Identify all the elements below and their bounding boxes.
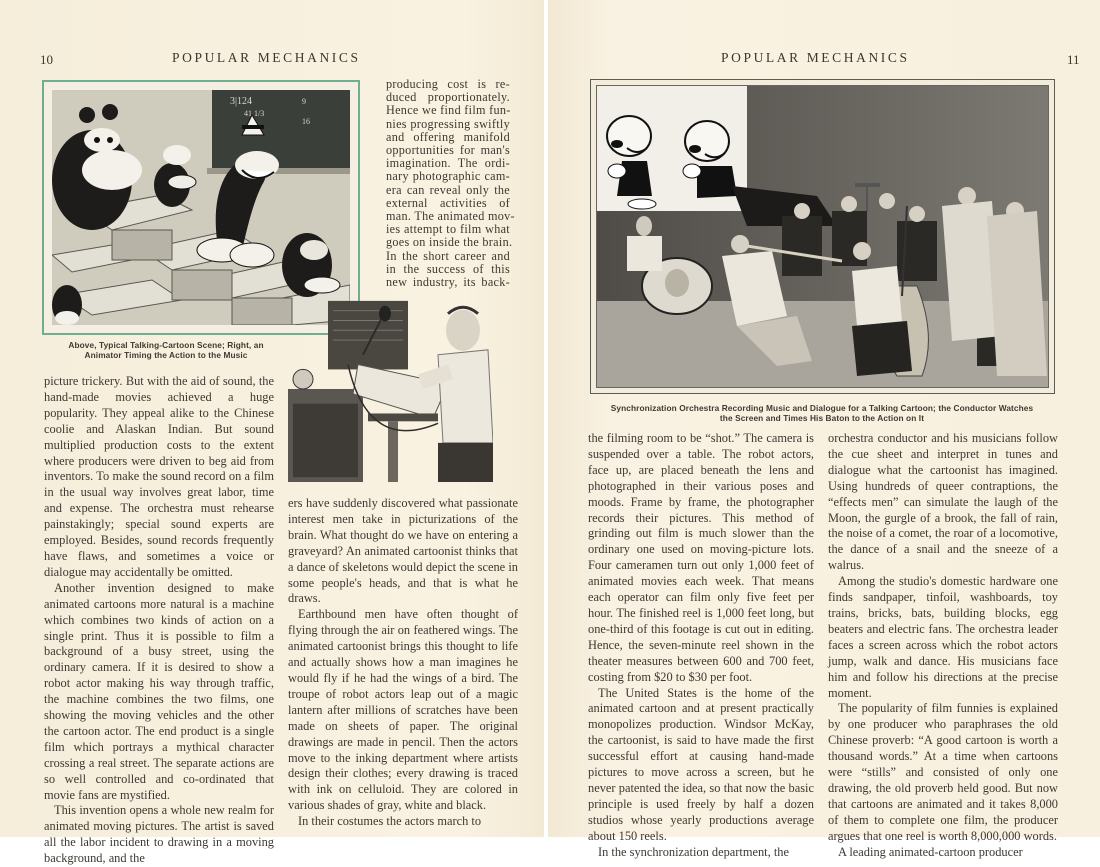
text-column-left-page-right-top: producing cost is re- duced proportionately. Hence we find film fun- nies progressing swiftly and offering manifold opportunities for man's imagination. The ordi- nary photographic cam- era can reveal only the external activities of man. The animated mov- ies attempt to film what goes on inside the brain. In the short career and in the success of this new industry, its back-	[386, 77, 515, 290]
paragraph: This invention opens a whole new realm for animated moving pictures. The artist is saved all the labor incident to drawing in a moving background, and the	[44, 803, 274, 866]
page-number-right: 11	[1067, 52, 1080, 67]
figure-caption-right: Synchronization Orchestra Recording Music and Dialogue for a Talking Cartoon; the Conductor Watches the Screen and Times His Baton to the Action on It	[610, 403, 1034, 423]
left-page	[0, 0, 544, 866]
figure-orchestra-photo	[590, 79, 1055, 394]
text-column-left-page-left	[44, 374, 274, 867]
orchestra-illustration	[597, 86, 1049, 388]
paragraph: Earthbound men have often thought of flying through the air on feathered wings. The animated cartoonist brings this thought to life and actually shows how a man imagines he would fly if he had the wings of a bird. The troupe of robot actors leap out of a magic lantern after millions of scratches have been made on sheets of paper. The original drawings are made in pencil. Then the actors move to the inking department where artists design their clothes; every drawing is traced with ink on celluloid. They are colored in various shades of gray, white and black.	[288, 607, 518, 813]
paragraph: A leading animated-cartoon producer	[838, 844, 1023, 859]
paragraph: Among the studio's domestic hardware one finds sandpaper, tinfoil, washboards, toy trains, bricks, bats, building blocks, egg beaters and electric fans. The orchestra leader faces a screen across which the robot actors jump, walk and dance. His musicians face him and follow his directions at the precise moment.	[828, 574, 1058, 700]
blackboard-math: 41 1/3	[244, 109, 265, 118]
paragraph: In their costumes the actors march to	[298, 814, 482, 829]
figure-animator-photo	[288, 296, 493, 482]
paragraph: orchestra conductor and his musicians follow the cue sheet and interpret in tunes and dialogue what the cartoonist has imagined. Using hundreds of queer contraptions, the “effects men” can simulate the laugh of the Moon, the gurgle of a brook, the fall of rain, the noise of a comet, the roar of a locomotive, the dance of a snail and the sneeze of a walrus.	[828, 431, 1058, 573]
paragraph: The United States is the home of the animated cartoon and at present practically monopolizes production. Windsor McKay, the cartoonist, is said to have made the first successful effort at causing hand-made pictures to move across a screen, but he never patented the idea, so that now the basic principle is used freely by half a dozen studios whose yearly productions average about 150 reels.	[588, 685, 814, 843]
animator-illustration	[288, 296, 493, 482]
paragraph: the filming room to be “shot.” The camera is suspended over a table. The robot actors, face up, are placed beneath the lens and photographed in their various poses and moods. Frame by frame, the photographer records their pictures. This method of grinding out film is much slower than the ordinary one used on moving-picture lots. Four cameramen turn out only 1,000 feet of animated movies each week. That means each operator can film only five feet per hour. The finished reel is 1,000 feet long, but one-third of this footage is cut out in editing. Hence, the seven-minute reel shown in the theater measures between 600 and 700 feet, costing from $20 to $30 per foot.	[588, 431, 814, 684]
blackboard-math: 16	[302, 117, 310, 126]
text-column-left-page-right-bottom	[288, 496, 518, 830]
paragraph: In the synchronization department, the	[598, 844, 789, 859]
figure-caption-left: Above, Typical Talking-Cartoon Scene; Right, an Animator Timing the Action to the Music	[68, 340, 264, 360]
page-number-left: 10	[40, 52, 53, 67]
text-column-right-page-right	[828, 431, 1058, 860]
running-head-right: POPULAR MECHANICS	[721, 50, 910, 65]
blackboard-math: 9	[302, 97, 306, 106]
blackboard-math: 3|124	[230, 96, 253, 107]
running-head-left: POPULAR MECHANICS	[172, 50, 361, 65]
paragraph: The popularity of film funnies is explained by one producer who paraphrases the old Chinese proverb: “A good cartoon is worth a thousand words.” At a time when cartoons were “stills” and consisted of only one drawing, the old proverb held good. But now that cartoons are animated and it takes 8,000 of them to complete one film, the producer argues that one reel is worth 8,000,000 words.	[828, 701, 1058, 843]
text-column-right-page-left	[588, 431, 814, 860]
paragraph: picture trickery. But with the aid of sound, the hand-made movies achieved a huge popularity. They appeal alike to the Chinese coolie and Alaskan Indian. But sound multiplied production costs to the extent where producers were driven to beg aid from inventors. To make the sound record on a film in the usual way involves great labor, time and expense. The orchestra must rehearse painstakingly; special sound experts are employed. Besides, sound records frequently have flaws, and sometimes a voice or dialogue may accidentally be omitted.	[44, 374, 274, 579]
paragraph: Another invention designed to make animated cartoons more natural is a machine which combines two kinds of action on a single print. Thus it is possible to film a background of a busy street, using the ordinary camera. If it is desired to show a robot actor making his way through traffic, the machine combines the two films, one showing the moving vehicles and the other the cartoon actor. The end product is a single film which portrays a mythical character crossing a real street. The separate actions are so well controlled and co-ordinated that movie fans are mystified.	[44, 580, 274, 802]
cartoon-classroom-illustration	[52, 90, 350, 325]
paragraph: ers have suddenly discovered what passionate interest men take in picturizations of the brain. What thought do we have on entering a graveyard? An animated cartoonist thinks that a dance of skeletons would depict the scene in some people's heads, and that is what he draws.	[288, 496, 518, 606]
